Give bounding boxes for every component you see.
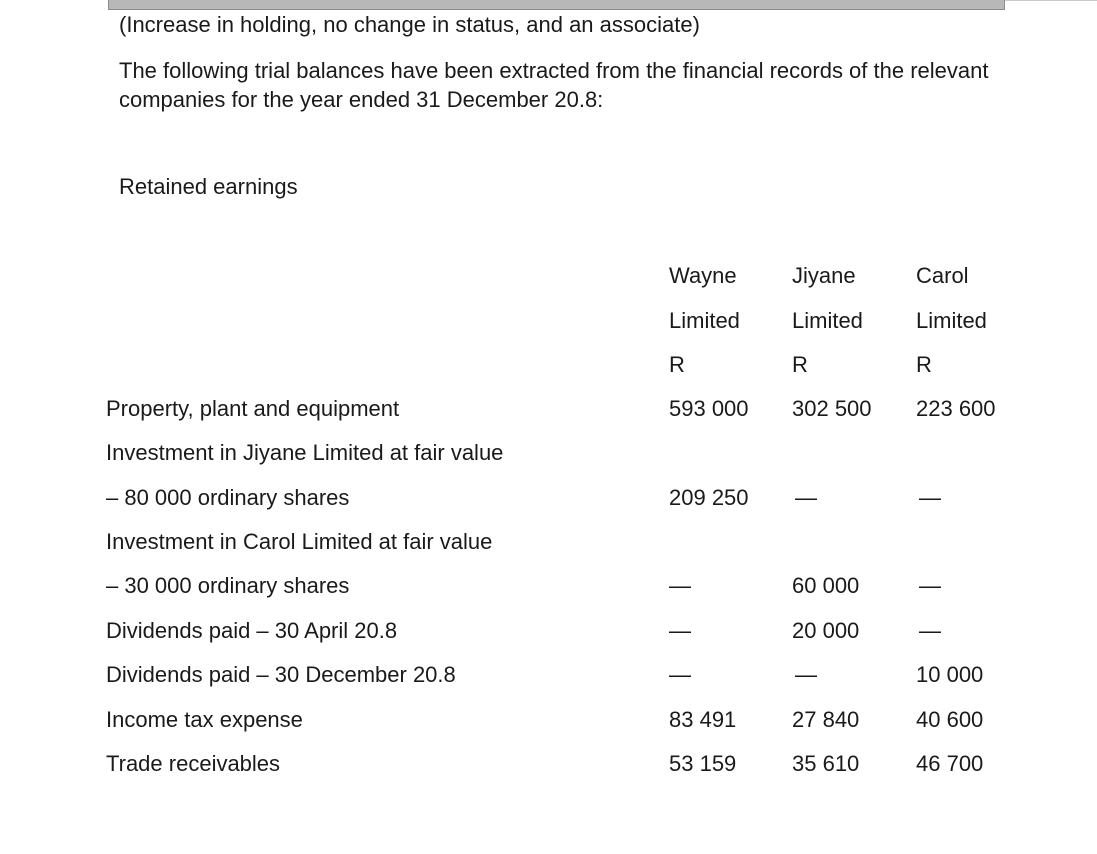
cell-jiyane: — xyxy=(795,485,817,510)
row-label: Trade receivables xyxy=(106,751,281,776)
cell-jiyane: 20 000 xyxy=(792,618,860,643)
cell-carol: — xyxy=(919,573,941,598)
intro-paragraph: The following trial balances have been extracted from the financial records of the relevant companies for the year ended 31 December 20.8: xyxy=(119,58,989,112)
cell-jiyane: 27 840 xyxy=(792,707,860,732)
question-subtitle: (Increase in holding, no change in status, and an associate) xyxy=(119,12,700,37)
cell-wayne: — xyxy=(669,618,691,643)
col-jiyane-line2: Limited xyxy=(792,308,863,333)
page-top-rule xyxy=(1005,0,1097,1)
row-label: Dividends paid – 30 April 20.8 xyxy=(106,618,398,643)
row-label: Investment in Carol Limited at fair value xyxy=(106,529,493,554)
row-label: Property, plant and equipment xyxy=(106,396,400,421)
col-wayne-currency: R xyxy=(669,352,685,377)
row-label: – 80 000 ordinary shares xyxy=(106,485,350,510)
row-label: Income tax expense xyxy=(106,707,303,732)
row-label: Dividends paid – 30 December 20.8 xyxy=(106,662,456,687)
col-jiyane-line1: Jiyane xyxy=(792,263,856,288)
cell-carol: 10 000 xyxy=(916,662,984,687)
row-label: Investment in Jiyane Limited at fair value xyxy=(106,440,504,465)
cell-jiyane: 302 500 xyxy=(792,396,872,421)
cell-jiyane: — xyxy=(795,662,817,687)
page-top-border xyxy=(108,0,1005,10)
col-wayne-line2: Limited xyxy=(669,308,740,333)
cell-wayne: 53 159 xyxy=(669,751,737,776)
cell-carol: — xyxy=(919,485,941,510)
cell-carol: 40 600 xyxy=(916,707,984,732)
cell-wayne: 593 000 xyxy=(669,396,749,421)
col-carol-line1: Carol xyxy=(916,263,969,288)
cell-wayne: 209 250 xyxy=(669,485,749,510)
cell-jiyane: 35 610 xyxy=(792,751,860,776)
cell-carol: — xyxy=(919,618,941,643)
cell-wayne: — xyxy=(669,573,691,598)
row-label: – 30 000 ordinary shares xyxy=(106,573,350,598)
cell-jiyane: 60 000 xyxy=(792,573,860,598)
cell-wayne: — xyxy=(669,662,691,687)
cell-carol: 223 600 xyxy=(916,396,996,421)
cell-wayne: 83 491 xyxy=(669,707,737,732)
section-heading: Retained earnings xyxy=(119,174,298,199)
col-wayne-line1: Wayne xyxy=(669,263,737,288)
cell-carol: 46 700 xyxy=(916,751,984,776)
col-jiyane-currency: R xyxy=(792,352,808,377)
col-carol-line2: Limited xyxy=(916,308,987,333)
col-carol-currency: R xyxy=(916,352,932,377)
